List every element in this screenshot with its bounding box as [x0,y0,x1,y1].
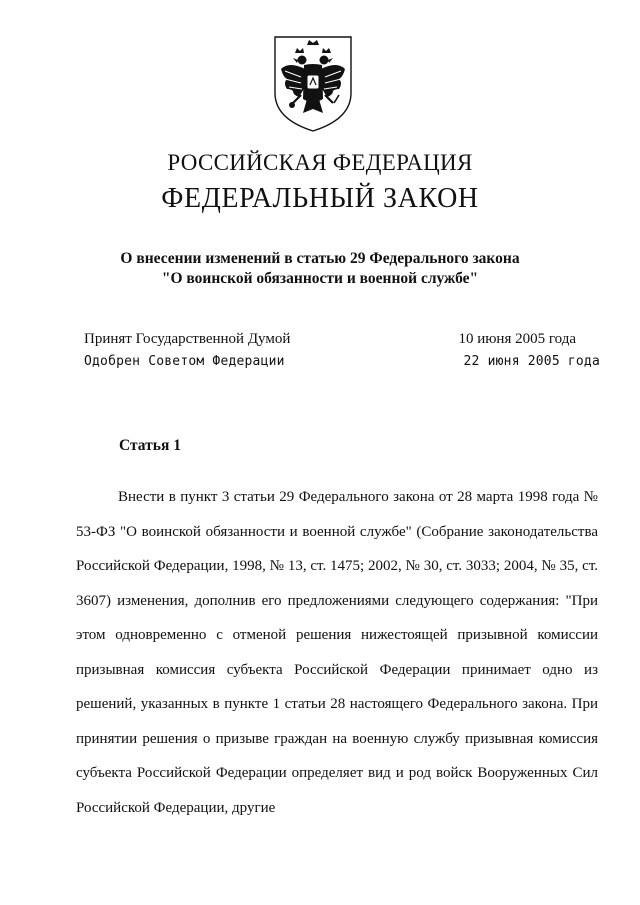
adoption-row-duma [84,331,600,351]
article-body: Внести в пункт 3 статьи 29 Федерального закона от 28 марта 1998 года № 53-ФЗ "О воинской обязанности и военной службе" (Собрание законодательства Российской Федерации, 1998, № 13, ст. 1475; 2002, № 30, ст. 3033; 2004, № 35, ст. 3607) изменения, дополнив его предложениями следующего содержания: "При этом одновременно с отменой решения нижестоящей призывной комиссии призывная комиссия субъекта Российской Федерации принимает одно из решений, указанных в пункте 1 статьи 28 настоящего Федерального закона. При принятии решения о призыве граждан на военную службу призывная комиссия субъекта Российской Федерации определяет вид и род войск Вооруженных Сил Российской Федерации, другие [76,489,598,816]
adoption-date: 10 июня 2005 года [458,331,576,347]
adoption-row-federation-council [84,354,600,374]
law-title-line: О внесении изменений в статью 29 Федерального закона [120,250,520,267]
adoption-label: Принят Государственной Думой [84,331,291,347]
country-name: РОССИЙСКАЯ ФЕДЕРАЦИЯ [167,150,473,175]
adoption-date: 22 июня 2005 года [463,354,600,369]
article-title: Статья 1 [119,437,181,454]
document-type: ФЕДЕРАЛЬНЫЙ ЗАКОН [161,183,479,214]
law-title-line: "О воинской обязанности и военной службе" [161,270,479,287]
adoption-label: Одобрен Советом Федерации [84,354,285,369]
law-title [0,249,640,289]
coat-of-arms-icon [271,33,355,135]
